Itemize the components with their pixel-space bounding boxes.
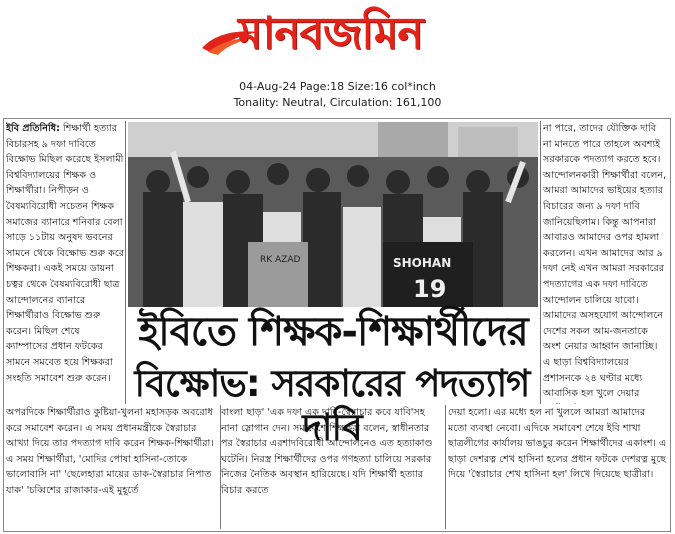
article-column-bottom-3: দেয়া হলো। এর মধ্যে হল না খুললে আমরা আমাদের মতো ব্যবস্থা নেবো। এদিকে সমাবেশ শেষে ইবি শাখা ছাত্রলীগের কার্যালয় ভাঙচুর করেন শিক্ষার্থীদের একাংশ। এ ছাড়া দেশরত্ন শেখ হাসিনা হলের প্রধান ফটকে দেশরত্ন মুছে দিয়ে 'স্বৈরাচার শেখ হাসিনা হল' লিখে দিয়েছে ছাত্রীরা। [448,407,667,481]
headline-line-2: বিক্ষোভ: সরকারের পদত্যাগ দাবি [134,362,530,449]
jersey-name: SHOHAN [393,256,452,270]
clipping-meta-size: 04-Aug-24 Page:18 Size:16 col*inch [239,80,436,93]
clipping-meta-tonality: Tonality: Neutral, Circulation: 161,100 [233,96,442,109]
article-column-right: না পারে, তাদের যৌক্তিক দাবি না মানতে পারে তাহলে অবশ্যই সরকারকে পদত্যাগ করতে হবে। আন্দোলনকারী শিক্ষার্থীরা বলেন, আমরা আমাদের ভাইয়ের হত্যার বিচারের জন্য ৯ দফা দাবি জানিয়েছিলাম। কিন্তু আপনারা আবারও আমাদের ওপর হামলা করলেন। এখন আমাদের আর ৯ দফা নেই এখন আমরা সরকারের পদত্যাগের এক দফা দাবিতে আন্দোলন চালিয়ে যাবো। আমাদের অসহযোগ আন্দোলনে দেশের সকল আম-জনতাকে অংশ নেয়ার আহ্বান জানাচ্ছি। এ ছাড়া বিশ্ববিদ্যালয়ের প্রশাসনকে ২৪ ঘণ্টার মধ্যে আবাসিক হল খুলে দেয়ার [543,123,667,400]
article-column-1 [6,121,124,404]
article-column-bottom-1: অপরদিকে শিক্ষার্থীরাও কুষ্টিয়া-খুলনা মহাসড়ক অবরোধ করে সমাবেশ করেন। এ সময় প্রধানমন্ত্রীকে স্বৈরাচার আখ্যা দিয়ে তার পদত্যাগ দাবি করেন শিক্ষক-শিক্ষার্থীরা। এ সময় শিক্ষার্থীরা, 'মোদির পোষা হাসিনা-তোকে ভালোবাসি না' 'ছেলেহারা মায়ের ডাক-স্বৈরাচার নিপাত যাক' 'চব্বিশের রাজাকার-এই মুহূর্তে [6,407,214,496]
headline-line-1: ইবিতে শিক্ষক-শিক্ষার্থীদের [138,309,528,355]
protest-photo [128,122,538,307]
newspaper-logo: মানবজমিন [238,8,423,59]
jersey-number: 19 [413,275,447,303]
dateline: ইবি প্রতিনিধি: [6,123,60,134]
article-text: শিক্ষার্থী হত্যার বিচারসহ ৯ দফা দাবিতে বিক্ষোভ মিছিল করেছে ইসলামী বিশ্ববিদ্যালয়ের শিক্ষক ও শিক্ষার্থীরা। নিপীড়ন ও বৈষম্যবিরোধী সচেতন শিক্ষক সমাজের ব্যানারে শনিবার বেলা সাড়ে ১১টায় অনুষদ ভবনের সামনে থেকে বিক্ষোভ শুরু করে শিক্ষকরা। একই সময়ে ডায়না চত্বর থেকে বৈষম্যবিরোধী ছাত্র আন্দোলনের ব্যানারে শিক্ষার্থীরাও বিক্ষোভ শুরু করেন। মিছিল শেষে ক্যাম্পাসের প্রধান ফটকের সামনে সমবেত হয়ে শিক্ষকরা সংহতি সমাবেশ শুরু করেন। [6,123,124,384]
article-column-bottom-2: বাংলা ছাড়' 'এক দফা এক দাবি-স্বৈরাচার কবে যাবি'সহ নানা স্লোগান দেন। সমাবেশে শিক্ষকরা বলেন, স্বাধীনতার পর স্বৈরাচার এরশাদবিরোধী আন্দোলনেও এত হত্যাকাণ্ড ঘটেনি। নিরস্ত্র শিক্ষার্থীদের ওপর গণহত্যা চালিয়ে সরকার নিজের নৈতিক অবস্থান হারিয়েছে। যদি শিক্ষার্থী হত্যার বিচার করতে [221,407,433,496]
shirt-text: RK AZAD [260,255,301,265]
